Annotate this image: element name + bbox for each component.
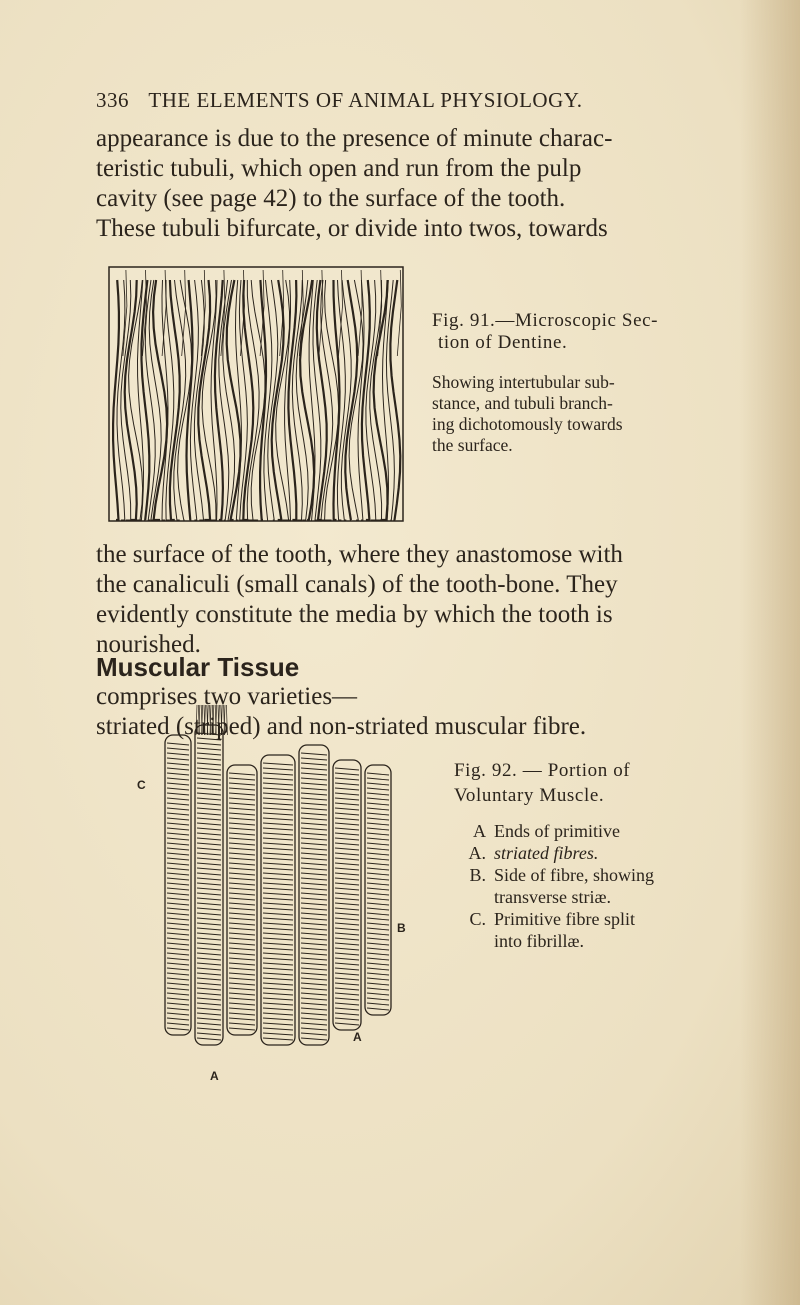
page-number: 336	[96, 88, 129, 112]
paragraph-line: the canaliculi (small canals) of the tooth-bone. They	[96, 571, 618, 598]
figure-label-a: A	[210, 1069, 219, 1083]
paragraph-line: striated (striped) and non-striated muscular fibre.	[96, 713, 587, 740]
figure-92-legend	[454, 820, 784, 952]
paragraph-line: nourished.	[96, 631, 201, 658]
figure-label-c: C	[137, 778, 146, 792]
paragraph-line: appearance is due to the presence of minute charac-	[96, 125, 613, 152]
running-header	[96, 88, 716, 113]
paragraph-line: evidently constitute the media by which the tooth is	[96, 601, 613, 628]
figure-91-caption	[432, 310, 762, 456]
paragraph-line: cavity (see page 42) to the surface of the tooth.	[96, 185, 566, 212]
legend-item: B. Side of fibre, showing transverse striæ.	[469, 865, 654, 907]
figure-92-caption	[454, 758, 784, 952]
section-heading: Muscular Tissue	[96, 652, 300, 682]
figure-91-description: Showing intertubular sub- stance, and tubuli branch- ing dichotomously towards the surface.	[432, 372, 623, 455]
figure-91-title: Fig. 91.—Microscopic Sec- tion of Dentine.	[432, 310, 659, 353]
paragraph-canaliculi	[96, 540, 746, 660]
paragraph-line: Muscular Tissue comprises two varieties—	[96, 652, 746, 712]
paragraph-line: the surface of the tooth, where they anastomose with	[96, 541, 623, 568]
running-title: THE ELEMENTS OF ANIMAL PHYSIOLOGY.	[148, 88, 583, 112]
paragraph-dentine-tubuli	[96, 124, 746, 244]
dentine-section-illustration	[108, 266, 404, 522]
legend-item: C. Primitive fibre split into fibrillæ.	[469, 909, 635, 951]
paragraph-line: These tubuli bifurcate, or divide into twos, towards	[96, 215, 608, 242]
figure-label-a: A	[353, 1030, 362, 1044]
figure-label-b: B	[397, 921, 406, 935]
legend-item: A A. Ends of primitive striated fibres.	[468, 821, 620, 863]
figure-92-title: Fig. 92. — Portion of Voluntary Muscle.	[454, 760, 631, 806]
paragraph-line: teristic tubuli, which open and run from the pulp	[96, 155, 582, 182]
voluntary-muscle-illustration	[145, 705, 410, 1075]
